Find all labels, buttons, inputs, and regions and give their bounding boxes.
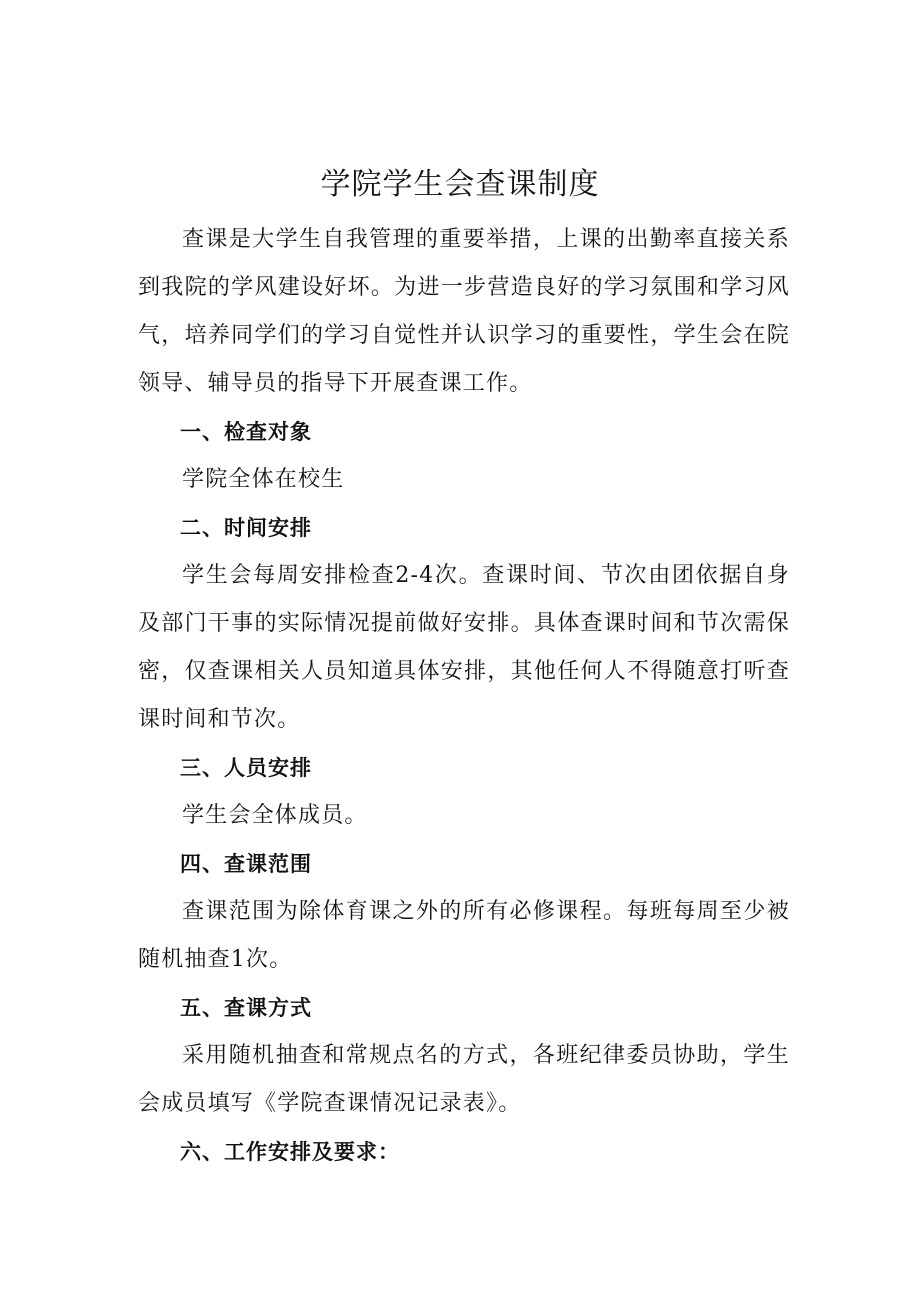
document-title: 学院学生会查课制度 — [320, 167, 600, 203]
section-heading-work-requirements: 六、工作安排及要求： — [180, 1140, 400, 1164]
section-heading-personnel: 三、人员安排 — [180, 756, 312, 780]
section-heading-time-arrangement: 二、时间安排 — [180, 516, 312, 540]
section-body-inspection-target: 学院全体在校生 — [182, 467, 345, 492]
section-heading-method: 五、查课方式 — [180, 996, 312, 1020]
intro-paragraph: 查课是大学生自我管理的重要举措，上课的出勤率直接关系到我院的学风建设好坏。为进一步营造良好的学习氛围和学习风气，培养同学们的学习自觉性并认识学习的重要性，学生会在院领导、辅导员的指导下开展查课工作。 — [138, 227, 790, 396]
section-heading-scope: 四、查课范围 — [180, 852, 312, 876]
section-body-time-arrangement: 学生会每周安排检查2-4次。查课时间、节次由团依据自身及部门干事的实际情况提前做好安排。具体查课时间和节次需保密，仅查课相关人员知道具体安排，其他任何人不得随意打听查课时间和节次。 — [138, 563, 790, 732]
section-body-personnel: 学生会全体成员。 — [182, 803, 368, 828]
section-body-scope: 查课范围为除体育课之外的所有必修课程。每班每周至少被随机抽查1次。 — [138, 899, 790, 972]
document-body — [138, 216, 790, 1176]
section-body-method: 采用随机抽查和常规点名的方式，各班纪律委员协助，学生会成员填写《学院查课情况记录表》。 — [138, 1043, 790, 1116]
section-heading-inspection-target: 一、检查对象 — [180, 420, 312, 444]
